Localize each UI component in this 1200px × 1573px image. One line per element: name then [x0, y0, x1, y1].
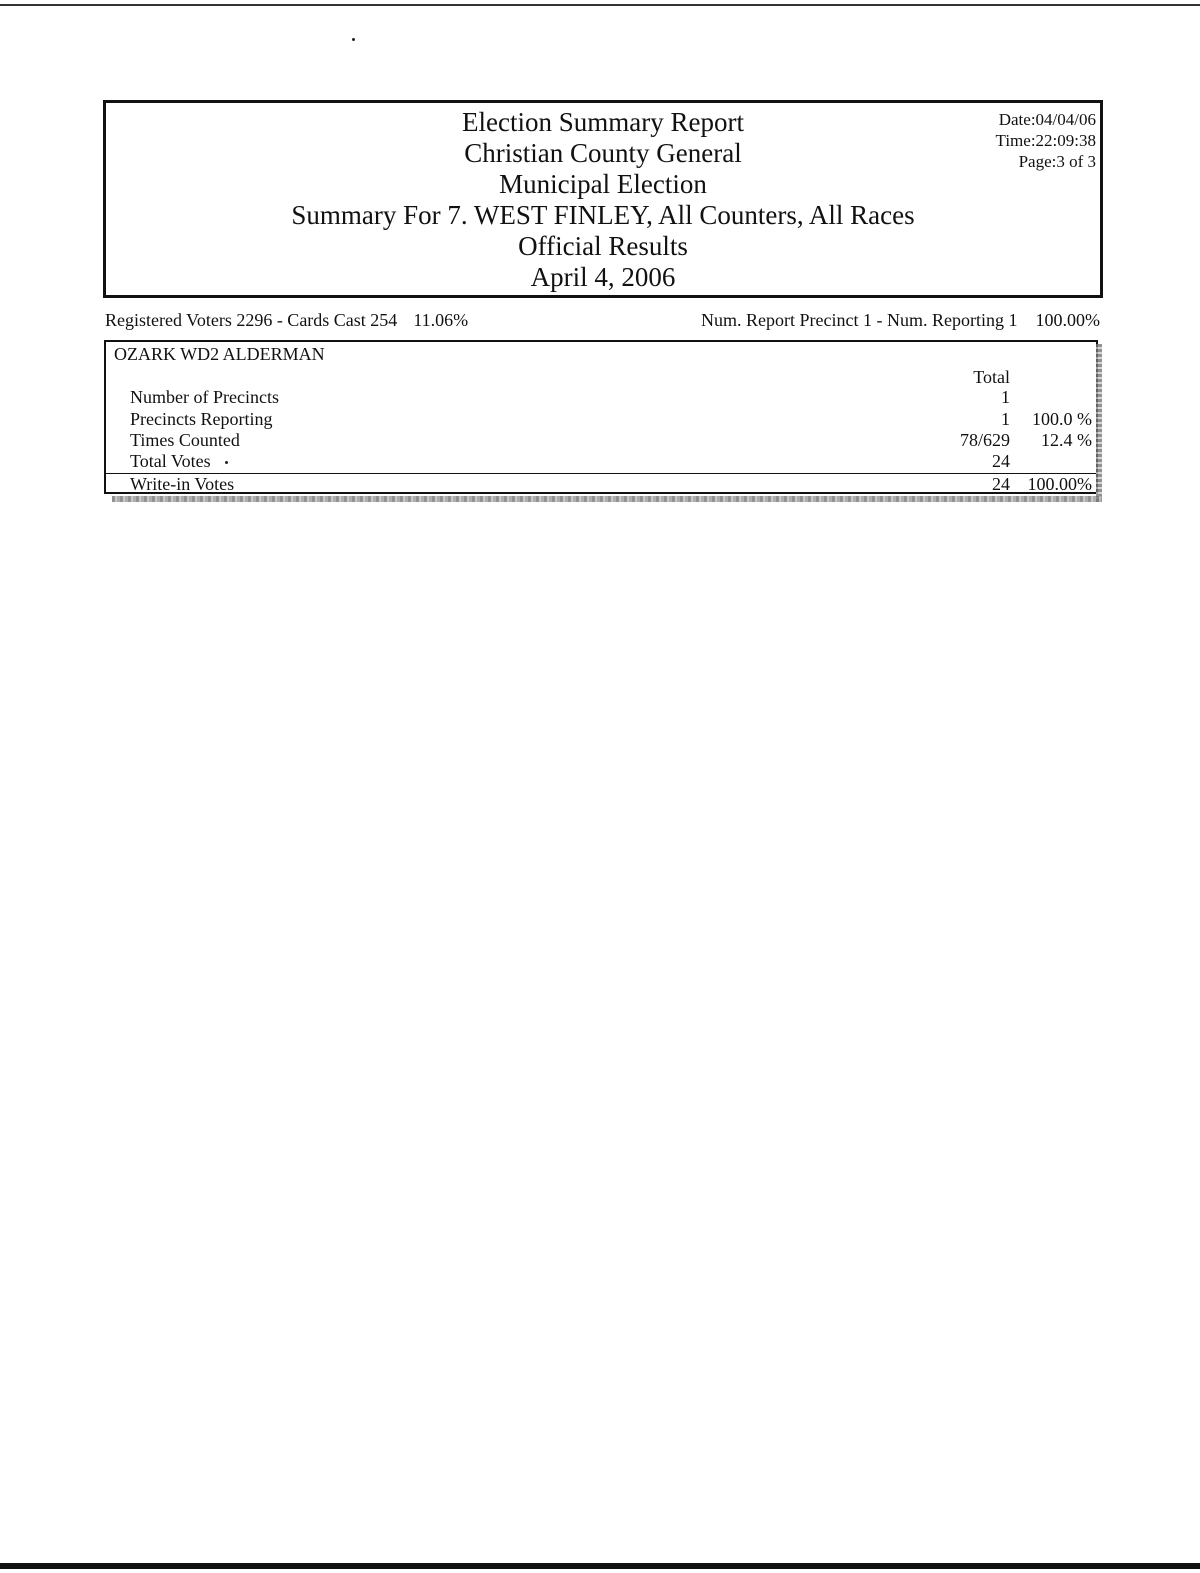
results-status: Official Results	[518, 231, 688, 261]
turnout-percent: 11.06%	[413, 310, 469, 330]
registered-cards-text: Registered Voters 2296 - Cards Cast 254	[105, 310, 398, 330]
stat-total: 1	[1001, 409, 1010, 429]
election-name: Municipal Election	[499, 169, 707, 199]
report-page: Page:3 of 3	[1018, 152, 1096, 171]
election-date: April 4, 2006	[530, 262, 676, 292]
stat-row	[106, 386, 1096, 408]
report-title-block	[106, 107, 1100, 293]
precinct-reporting-summary	[701, 310, 1100, 331]
writein-row	[106, 473, 1096, 495]
county-name: Christian County General	[464, 138, 742, 168]
stat-percent: 12.4 %	[1041, 430, 1092, 450]
scan-shadow-right	[1096, 344, 1102, 502]
scan-speck	[352, 38, 355, 41]
scan-dot-mark	[225, 461, 228, 464]
writein-percent: 100.00%	[1027, 474, 1092, 494]
stat-label: Total Votes	[130, 451, 211, 471]
precinct-report-percent: 100.00%	[1035, 310, 1100, 330]
stat-row	[106, 450, 1096, 472]
summary-scope: Summary For 7. WEST FINLEY, All Counters, All Races	[291, 200, 915, 230]
writein-label: Write-in Votes	[130, 474, 235, 494]
stat-percent: 100.0 %	[1032, 409, 1092, 429]
report-title: Election Summary Report	[462, 107, 744, 137]
report-date: Date:04/04/06	[998, 110, 1096, 129]
report-header-box	[103, 100, 1103, 298]
scan-shadow-bottom	[112, 496, 1102, 502]
voter-turnout-summary	[105, 310, 468, 331]
stat-label-with-mark	[130, 450, 228, 472]
writein-total: 24	[992, 474, 1010, 494]
scan-top-edge	[0, 4, 1200, 6]
stat-total: 78/629	[959, 430, 1010, 450]
race-title: OZARK WD2 ALDERMAN	[114, 344, 325, 364]
precinct-report-text: Num. Report Precinct 1 - Num. Reporting 1	[701, 310, 1018, 330]
stat-row	[106, 429, 1096, 451]
stat-label: Precincts Reporting	[130, 409, 273, 429]
report-meta	[996, 109, 1096, 172]
stat-row	[106, 408, 1096, 430]
report-time: Time:22:09:38	[995, 131, 1096, 150]
scan-bottom-edge	[0, 1563, 1200, 1569]
stat-total: 1	[1001, 387, 1010, 407]
stat-label: Times Counted	[130, 430, 240, 450]
stat-total: 24	[992, 451, 1010, 471]
race-results-box	[104, 340, 1098, 494]
total-column-header: Total	[973, 367, 1010, 387]
stat-label: Number of Precincts	[130, 387, 279, 407]
